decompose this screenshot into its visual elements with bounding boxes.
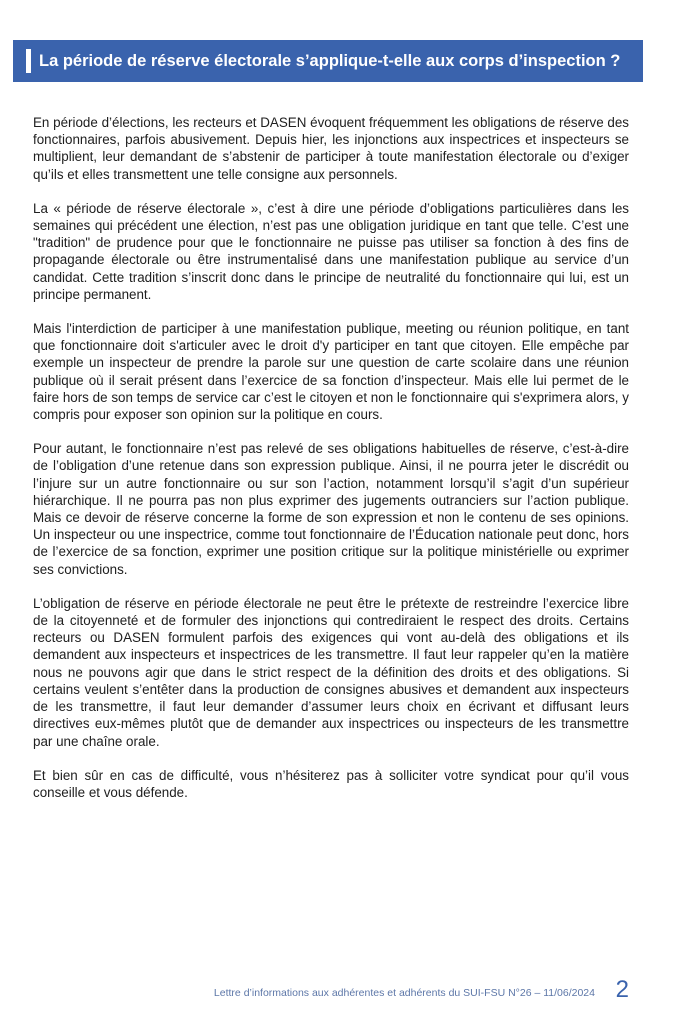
paragraph: Mais l'interdiction de participer à une manifestation publique, meeting ou réunion politique, en tant que fonctionnaire doit s'articuler avec le droit d'y participer en tant que citoyen. Elle empêche par exemple un inspecteur de prendre la parole sur une question de carte scolaire dans une réunion publique où il serait présent dans l’exercice de sa fonction d’inspecteur. Mais elle lui permet de le faire hors de son temps de service car c’est le citoyen et non le fonctionnaire qui s'exprimera alors, y compris pour exposer son opinion sur la politique en cours.	[33, 321, 629, 423]
paragraph: Et bien sûr en cas de difficulté, vous n’hésiterez pas à solliciter votre syndicat pour qu’il vous conseille et vous défende.	[33, 767, 629, 800]
paragraph: Pour autant, le fonctionnaire n’est pas relevé de ses obligations habituelles de réserve, c’est-à-dire de l’obligation d’une retenue dans son expression publique. Ainsi, il ne pourra jeter le discrédit ou l’injure sur un autre fonctionnaire ou sur son l’action, notamment lorsqu’il s’agit d’un supérieur hiérarchique. Il ne pourra pas non plus exprimer des jugements outranciers sur l’action publique. Mais ce devoir de réserve concerne la forme de son expression et non le contenu de ses opinions. Un inspecteur ou une inspectrice, comme tout fonctionnaire de l’Éducation nationale peut donc, hors de l’exercice de sa fonction, exprimer une position critique sur la politique ministérielle ou exprimer ses convictions.	[33, 441, 629, 577]
footer-text: Lettre d’informations aux adhérentes et adhérents du SUI-FSU N°26 – 11/06/2024	[213, 987, 595, 999]
article-body	[33, 114, 629, 818]
paragraph: L’obligation de réserve en période électorale ne peut être le prétexte de restreindre l’exercice libre de la citoyenneté et de formuler des injonctions qui contrediraient le respect des droits. Certains recteurs ou DASEN formulent parfois des exigences qui vont au-delà des obligations et ils demandent aux inspecteurs et inspectrices de les transmettre. Il faut leur rappeler qu’en la matière nous ne pouvons agir que dans le strict respect de la définition des droits et des obligations. Si certains veulent s’entêter dans la production de consignes abusives et demandent aux inspecteurs de les transmettre, il faut leur demander d’assumer leurs choix en écrivant et diffusant leurs directives eux-mêmes plutôt que de demander aux inspectrices ou inspecteurs de les transmettre par une chaîne orale.	[33, 595, 629, 749]
page-footer	[0, 976, 675, 1006]
paragraph: La « période de réserve électorale », c’est à dire une période d’obligations particulières dans les semaines qui précédent une élection, n’est pas une obligation juridique en tant que telle. C’est une "tradition" de prudence pour que le fonctionnaire ne puisse pas utiliser sa fonction à des fins de propagande électorale ou être instrumentalisé dans une manifestation publique au service d’un candidat. Cette tradition s’inscrit donc dans le principe de neutralité du fonctionnaire qui lui, est un principe permanent.	[33, 200, 629, 302]
section-title-bar	[13, 40, 643, 82]
page-title: La période de réserve électorale s’applique-t-elle aux corps d’inspection ?	[39, 51, 621, 70]
paragraph: En période d’élections, les recteurs et DASEN évoquent fréquemment les obligations de réserve des fonctionnaires, parfois abusivement. Depuis hier, les injonctions aux inspectrices et inspecteurs se multiplient, leur demandant de s’abstenir de participer à toute manifestation électorale ou d’exiger qu’ils et elles transmettent une telle consigne aux personnels.	[33, 115, 629, 182]
title-accent-bar	[26, 49, 31, 73]
page-number: 2	[615, 976, 629, 1003]
